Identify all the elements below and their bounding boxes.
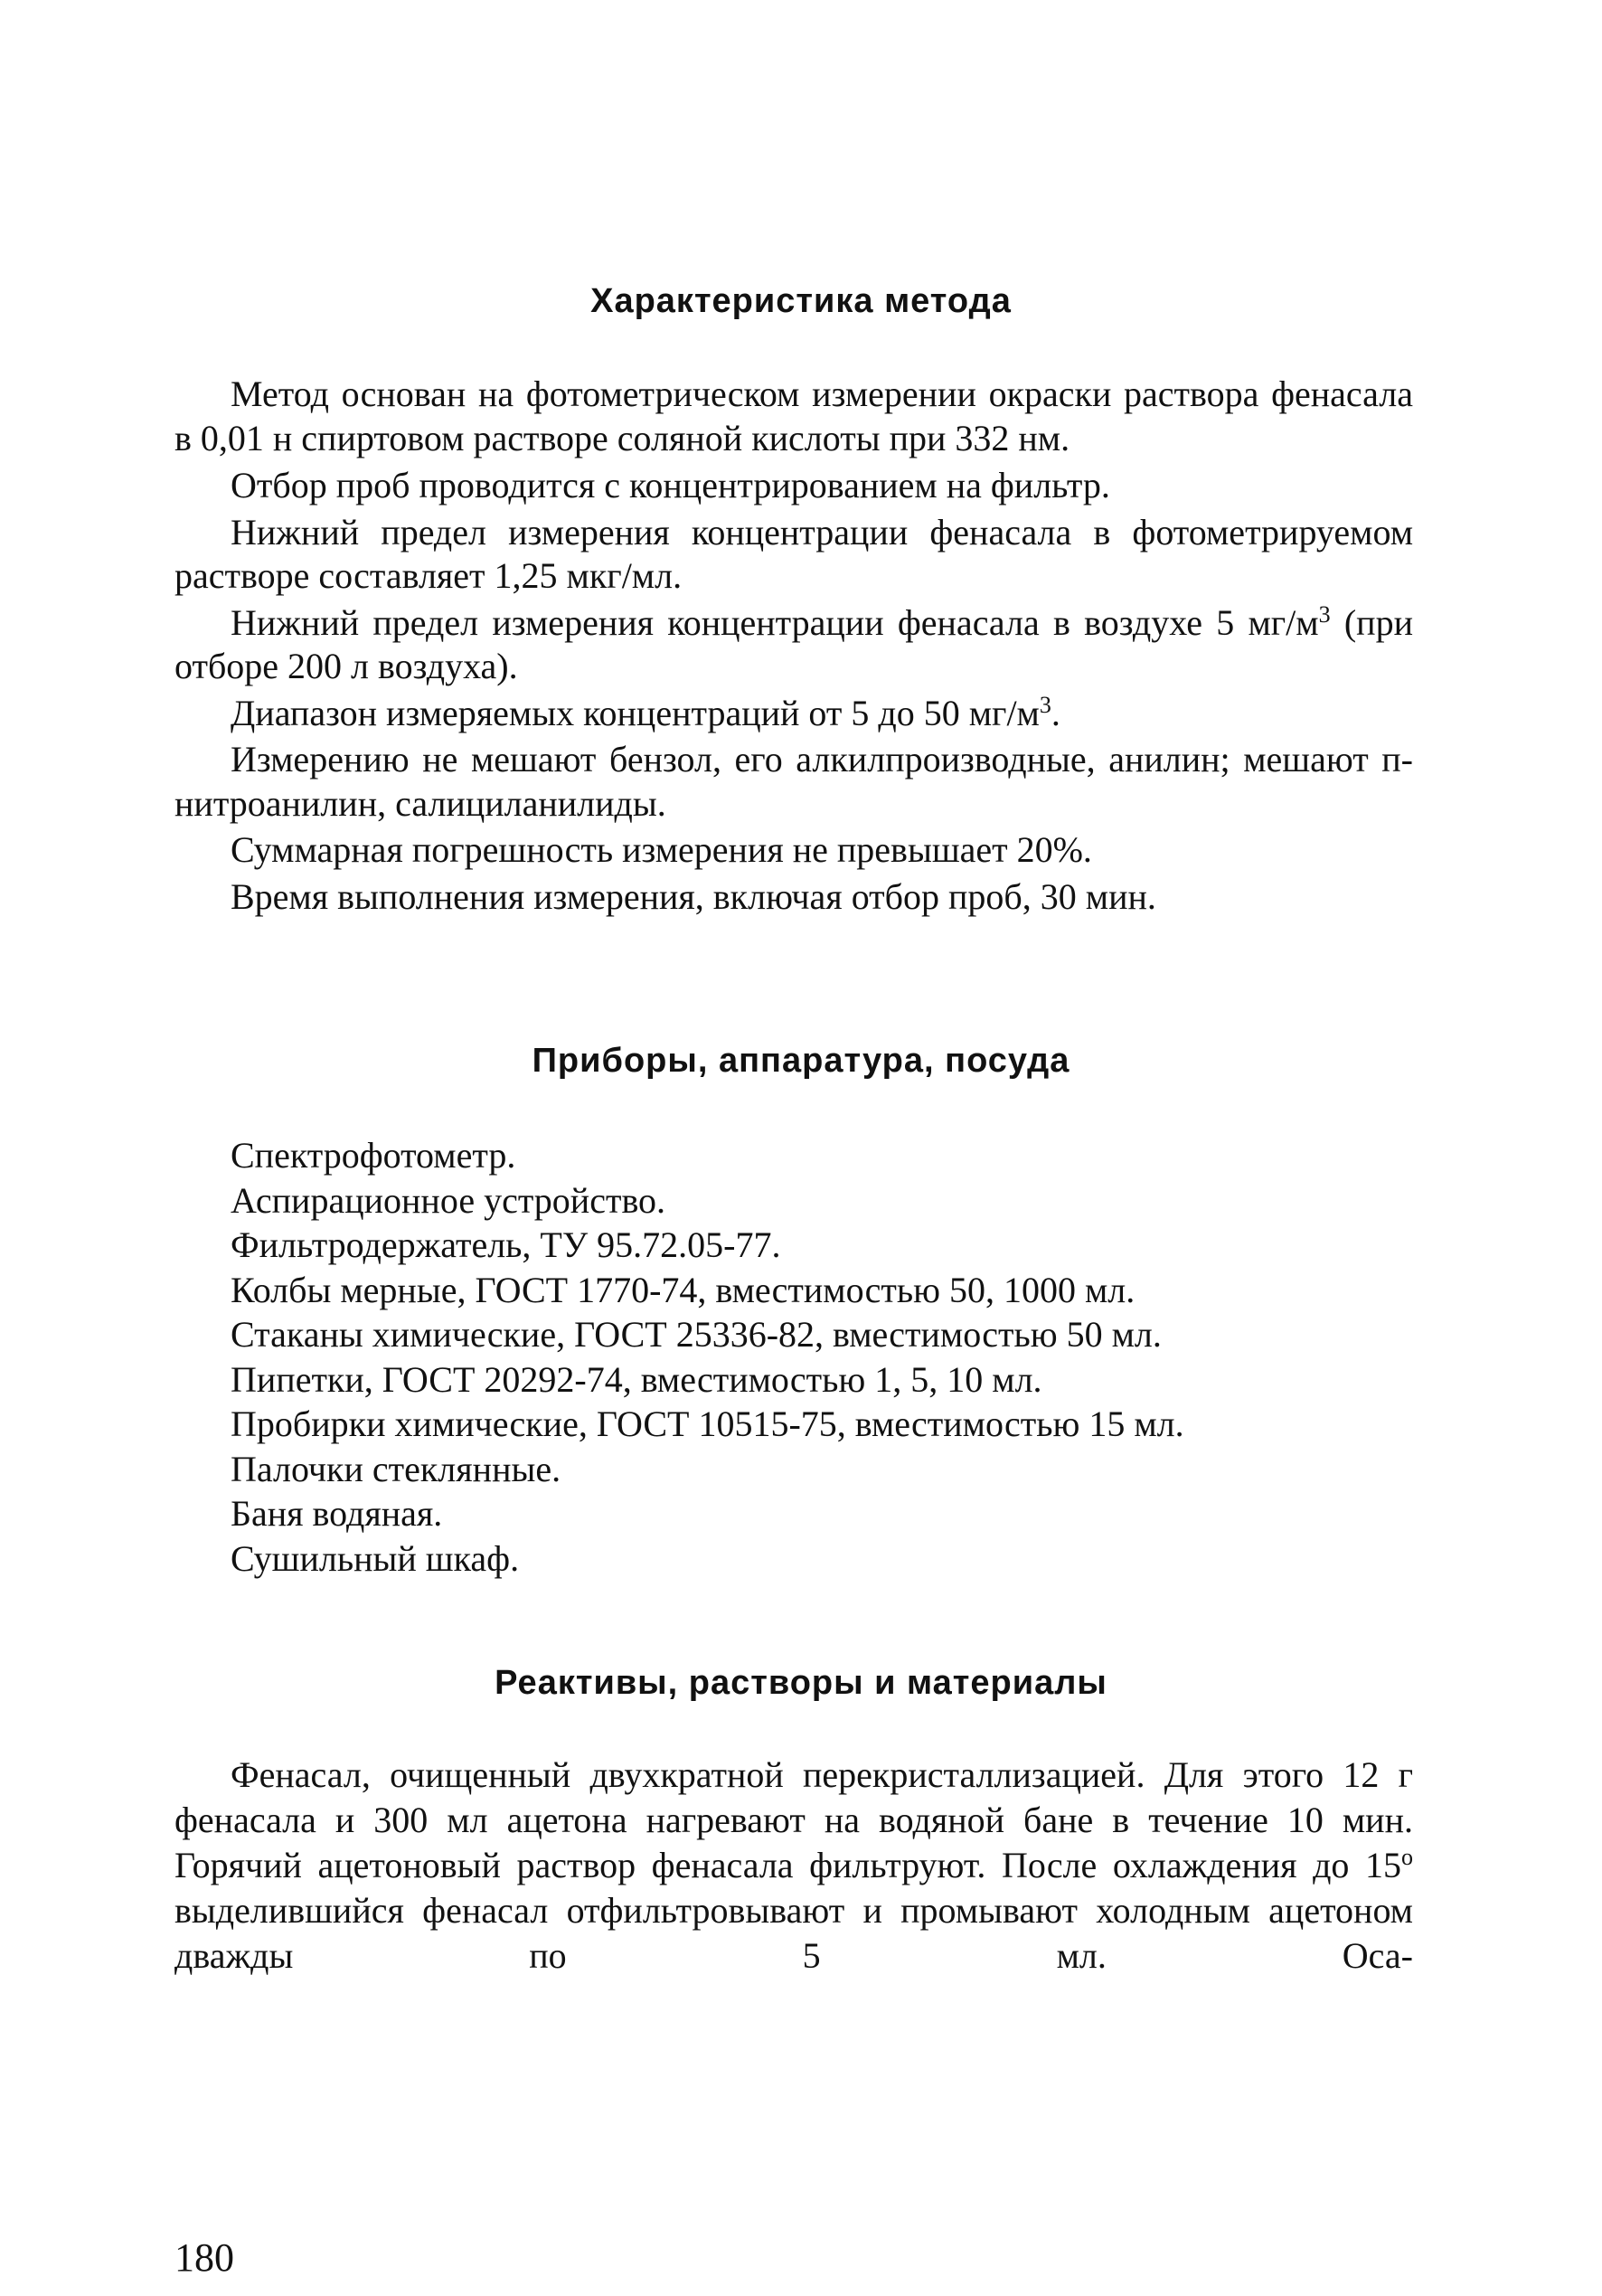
list-item: Колбы мерные, ГОСТ 1770-74, вместимостью 50, 1000 мл. xyxy=(231,1269,1136,1310)
list-item: Аспирационное устройство. xyxy=(231,1179,666,1221)
section-heading-instruments: Приборы, аппаратура, посуда xyxy=(532,1042,1070,1080)
list-item: Пробирки химические, ГОСТ 10515-75, вместимостью 15 мл. xyxy=(231,1403,1184,1444)
page-number: 180 xyxy=(174,2235,234,2280)
superscript: 3 xyxy=(1039,691,1051,718)
superscript: 3 xyxy=(1318,600,1331,628)
section-instruments-list xyxy=(174,1133,1413,1581)
paragraph xyxy=(174,692,1413,736)
section-heading-method-characteristics: Характеристика метода xyxy=(590,282,1012,320)
section-reagents xyxy=(174,1753,1413,1979)
list-item: Фильтродержатель, ТУ 95.72.05-77. xyxy=(231,1224,781,1265)
paragraph: Суммарная погрешность измерения не превышает 20%. xyxy=(231,829,1092,870)
paragraph xyxy=(174,601,1413,689)
text: выделившийся фенасал отфильтровывают и промывают холодным ацетоном дважды по 5 мл. Оса- xyxy=(174,1890,1413,1976)
list-item: Баня водяная. xyxy=(231,1493,443,1534)
section-method-characteristics xyxy=(174,373,1413,919)
paragraph xyxy=(174,1753,1413,1979)
paragraph: Метод основан на фотометрическом измерении окраски раствора фенасала в 0,01 н спиртовом растворе соляной кислоты при 332 нм. xyxy=(174,373,1413,458)
list-item: Палочки стеклянные. xyxy=(231,1448,561,1489)
list-item: Сушильный шкаф. xyxy=(231,1537,520,1579)
list-item: Стаканы химические, ГОСТ 25336-82, вместимостью 50 мл. xyxy=(231,1314,1162,1355)
list-item: Пипетки, ГОСТ 20292-74, вместимостью 1, 5, 10 мл. xyxy=(231,1358,1042,1400)
paragraph: Отбор проб проводится с концентрированием на фильтр. xyxy=(231,465,1110,505)
list-item: Спектрофотометр. xyxy=(231,1135,516,1176)
section-heading-reagents: Реактивы, растворы и материалы xyxy=(495,1664,1107,1702)
superscript: о xyxy=(1401,1844,1413,1870)
paragraph: Измерению не мешают бензол, его алкилпроизводные, анилин; мешают п-нитроанилин, салициланилиды. xyxy=(174,739,1413,824)
paragraph: Время выполнения измерения, включая отбор проб, 30 мин. xyxy=(231,875,1156,917)
text: . xyxy=(1051,692,1060,733)
text: Фенасал, очищенный двухкратной перекристаллизацией. Для этого 12 г фенасала и 300 мл ацетона нагревают на водяной бане в течение 10 мин. Горячий ацетоновый раствор фенасала фильтруют. После охлаждения до 15 xyxy=(174,1754,1413,1885)
text: Диапазон измеряемых концентраций от 5 до 50 мг/м xyxy=(231,692,1040,733)
text: Нижний предел измерения концентрации фенасала в воздухе 5 мг/м xyxy=(231,601,1319,643)
paragraph: Нижний предел измерения концентрации фенасала в фотометрируемом растворе составляет 1,25 мкг/мл. xyxy=(174,511,1413,596)
text: (при отборе 200 л воздуха). xyxy=(174,601,1413,686)
